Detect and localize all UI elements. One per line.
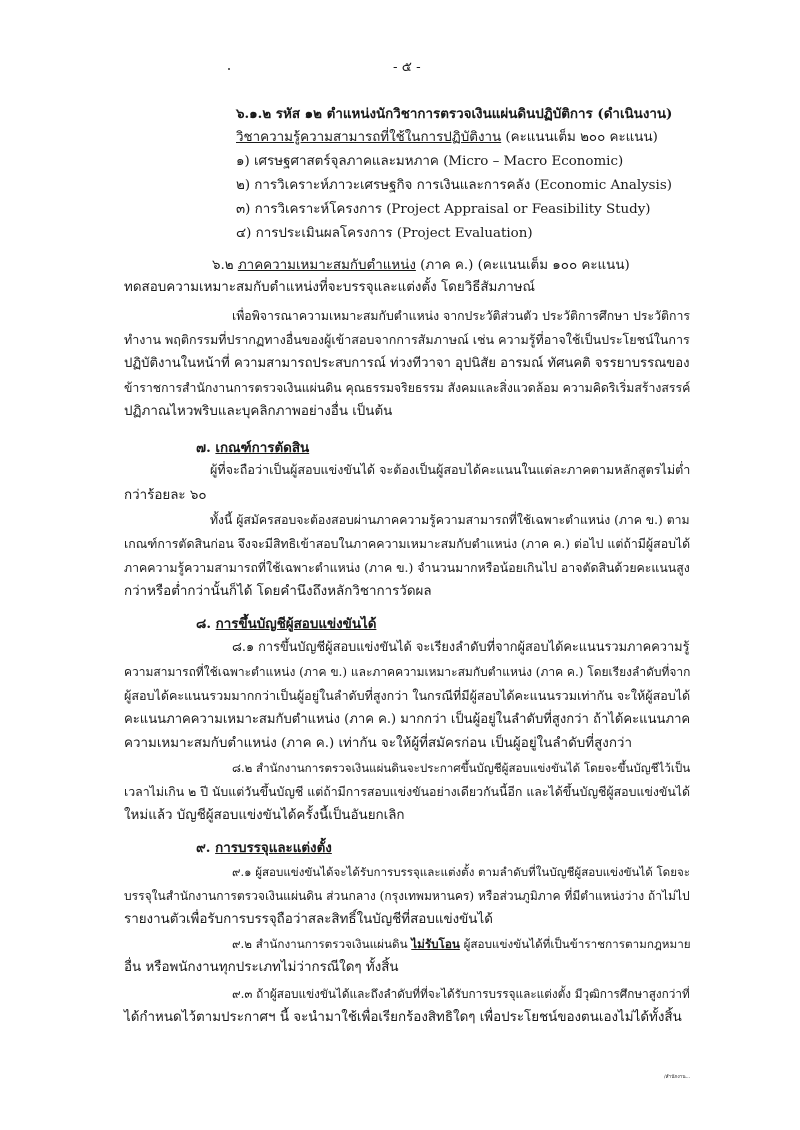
paragraph-line: กว่าหรือต่ำกว่านั้นก็ได้ โดยคำนึงถึงหลักวิชาการวัดผล bbox=[124, 584, 432, 599]
paragraph-line: ทั้งนี้ ผู้สมัครสอบจะต้องสอบผ่านภาคความรู้ความสามารถที่ใช้เฉพาะตำแหน่ง (ภาค ข.) ตาม bbox=[210, 513, 690, 527]
paragraph-line: ใหม่แล้ว บัญชีผู้สอบแข่งขันได้ครั้งนี้เป็นอันยกเลิก bbox=[124, 808, 405, 823]
list-item: ๓) การวิเคราะห์โครงการ (Project Appraisal or Feasibility Study) bbox=[236, 202, 651, 217]
paragraph-line: ข้าราชการสำนักงานการตรวจเงินแผ่นดิน คุณธรรมจริยธรรม สังคมและสิ่งแวดล้อม ความคิดริเริ่มสร้างสรรค์ bbox=[124, 381, 691, 395]
section-62-line2: ทดสอบความเหมาะสมกับตำแหน่งที่จะบรรจุและแต่งตั้ง โดยวิธีสัมภาษณ์ bbox=[124, 280, 535, 295]
paragraph-line: ความสามารถที่ใช้เฉพาะตำแหน่ง (ภาค ข.) และภาคความเหมาะสมกับตำแหน่ง (ภาค ค.) โดยเรียงลำดับที่จาก bbox=[124, 665, 691, 679]
section-7-heading: ๗. เกณฑ์การตัดสิน bbox=[196, 440, 310, 456]
paragraph-line: อื่น หรือพนักงานทุกประเภทไม่ว่ากรณีใดๆ ทั้งสิ้น bbox=[124, 960, 399, 975]
paragraph-line: ๘.๒ สำนักงานการตรวจเงินแผ่นดินจะประกาศขึ้นบัญชีผู้สอบแข่งขันได้ โดยจะขึ้นบัญชีไว้เป็น bbox=[232, 761, 691, 775]
page-number: - ๕ - bbox=[393, 60, 421, 75]
paragraph-line: ผู้ที่จะถือว่าเป็นผู้สอบแข่งขันได้ จะต้องเป็นผู้สอบได้คะแนนในแต่ละภาคตามหลักสูตรไม่ต่ำ bbox=[210, 462, 691, 477]
paragraph-line: ๘.๑ การขึ้นบัญชีผู้สอบแข่งขันได้ จะเรียงลำดับที่จากผู้สอบได้คะแนนรวมภาคความรู้ bbox=[232, 640, 690, 655]
section-612-title: ๖.๑.๒ รหัส ๑๒ ตำแหน่งนักวิชาการตรวจเงินแผ่นดินปฏิบัติการ (ดำเนินงาน) bbox=[236, 106, 673, 122]
paragraph-line: รายงานตัวเพื่อรับการบรรจุถือว่าสละสิทธิ์ในบัญชีที่สอบแข่งขันได้ bbox=[124, 912, 493, 927]
paragraph-line: ได้กำหนดไว้ตามประกาศฯ นี้ จะนำมาใช้เพื่อเรียกร้องสิทธิใดๆ เพื่อประโยชน์ของตนเองไม่ได้ทั้งสิ้น bbox=[124, 1010, 682, 1025]
paragraph-line: ภาคความรู้ความสามารถที่ใช้เฉพาะตำแหน่ง (ภาค ข.) จำนวนมากหรือน้อยเกินไป อาจตัดสินด้วยคะแนนสูง bbox=[124, 561, 690, 575]
section-612-subject: วิชาความรู้ความสามารถที่ใช้ในการปฏิบัติงาน (คะแนนเต็ม ๒๐๐ คะแนน) bbox=[236, 130, 658, 145]
paragraph-line: ผู้สอบได้คะแนนรวมมากกว่าเป็นผู้อยู่ในลำดับที่สูงกว่า ในกรณีที่มีผู้สอบได้คะแนนรวมเท่ากัน จะให้ผู้สอบได้ bbox=[124, 688, 691, 703]
paragraph-line: ทำงาน พฤติกรรมที่ปรากฏทางอื่นของผู้เข้าสอบจากการสัมภาษณ์ เช่น ความรู้ที่อาจใช้เป็นประโยชน์ในการ bbox=[124, 332, 690, 347]
scan-speck bbox=[228, 68, 230, 70]
list-item: ๑) เศรษฐศาสตร์จุลภาคและมหภาค (Micro – Macro Economic) bbox=[236, 154, 624, 169]
paragraph-line: เวลาไม่เกิน ๒ ปี นับแต่วันขึ้นบัญชี แต่ถ้ามีการสอบแข่งขันอย่างเดียวกันนี้อีก และได้ขึ้นบัญชีผู้สอบแข่งขันได้ bbox=[124, 785, 691, 799]
paragraph-line: ๙.๒ สำนักงานการตรวจเงินแผ่นดิน ไม่รับโอน ผู้สอบแข่งขันได้ที่เป็นข้าราชการตามกฎหมาย bbox=[232, 937, 691, 951]
paragraph-line: เกณฑ์การตัดสินก่อน จึงจะมีสิทธิเข้าสอบในภาคความเหมาะสมกับตำแหน่ง (ภาค ค.) ต่อไป แต่ถ้ามีผู้สอบได้ bbox=[124, 537, 691, 551]
list-item: ๔) การประเมินผลโครงการ (Project Evaluation) bbox=[236, 226, 533, 241]
paragraph-line: บรรจุในสำนักงานการตรวจเงินแผ่นดิน ส่วนกลาง (กรุงเทพมหานคร) หรือส่วนภูมิภาค ที่มีตำแหน่งว่าง ถ้าไม่ไป bbox=[124, 889, 690, 903]
list-item: ๒) การวิเคราะห์ภาวะเศรษฐกิจ การเงินและการคลัง (Economic Analysis) bbox=[236, 178, 672, 193]
section-9-heading: ๙. การบรรจุและแต่งตั้ง bbox=[196, 840, 332, 856]
paragraph-line: ๙.๑ ผู้สอบแข่งขันได้จะได้รับการบรรจุและแต่งตั้ง ตามลำดับที่ในบัญชีผู้สอบแข่งขันได้ โดยจะ bbox=[232, 865, 690, 879]
paragraph-line: ปฏิภาณไหวพริบและบุคลิกภาพอย่างอื่น เป็นต้น bbox=[124, 404, 393, 419]
paragraph-line: ความเหมาะสมกับตำแหน่ง (ภาค ค.) เท่ากัน จะให้ผู้ที่สมัครก่อน เป็นผู้อยู่ในลำดับที่สูงกว่า bbox=[124, 736, 632, 751]
paragraph-line: คะแนนภาคความเหมาะสมกับตำแหน่ง (ภาค ค.) มากกว่า เป็นผู้อยู่ในลำดับที่สูงกว่า ถ้าได้คะแนนภาค bbox=[124, 712, 691, 727]
paragraph-line: เพื่อพิจารณาความเหมาะสมกับตำแหน่ง จากประวัติส่วนตัว ประวัติการศึกษา ประวัติการ bbox=[232, 309, 690, 323]
paragraph-line: ๙.๓ ถ้าผู้สอบแข่งขันได้และถึงลำดับที่ที่จะได้รับการบรรจุและแต่งตั้ง มีวุฒิการศึกษาสูงกว่าที่ bbox=[232, 987, 690, 1001]
paragraph-line: ปฏิบัติงานในหน้าที่ ความสามารถประสบการณ์ ท่วงทีวาจา อุปนิสัย อารมณ์ ทัศนคติ จรรยาบรรณของ bbox=[124, 356, 690, 371]
section-62-heading: ๖.๒ ภาคความเหมาะสมกับตำแหน่ง (ภาค ค.) (คะแนนเต็ม ๑๐๐ คะแนน) bbox=[212, 258, 630, 273]
section-8-heading: ๘. การขึ้นบัญชีผู้สอบแข่งขันได้ bbox=[196, 616, 377, 632]
paragraph-line: กว่าร้อยละ ๖๐ bbox=[124, 488, 207, 503]
continuation-marker: /สำนักงาน... bbox=[664, 1075, 691, 1080]
